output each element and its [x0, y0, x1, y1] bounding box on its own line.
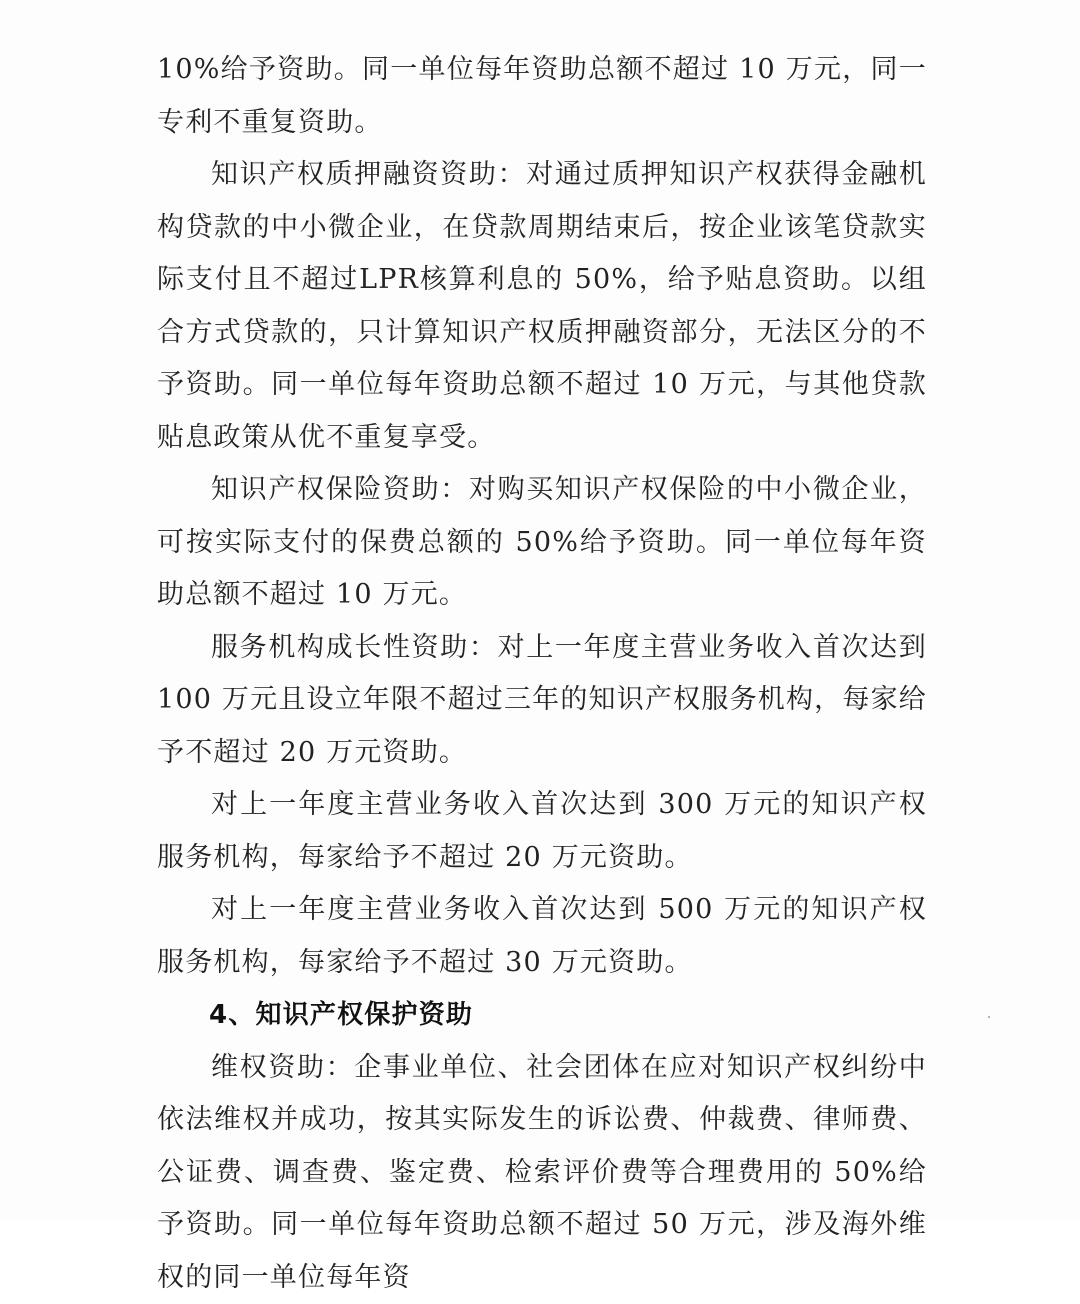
paragraph-text: 对上一年度主营业务收入首次达到 300 万元的知识产权服务机构，每家给予不超过 20 万元资助。 [157, 789, 927, 873]
paragraph-lead: 知识产权质押融资资助： [211, 159, 526, 190]
paragraph-patent-funding-continued [157, 44, 927, 149]
paragraph-lead: 服务机构成长性资助： [211, 632, 498, 663]
paragraph-lead: 维权资助： [211, 1052, 354, 1083]
section-heading: 4、知识产权保护资助 [157, 989, 927, 1042]
paragraph-text: 对上一年度主营业务收入首次达到 100 万元且设立年限不超过三年的知识产权服务机构，每家给予不超过 20 万元资助。 [157, 632, 927, 768]
paragraph-service-agency-growth [157, 622, 927, 780]
paragraph-text: 对上一年度主营业务收入首次达到 500 万元的知识产权服务机构，每家给予不超过 30 万元资助。 [157, 894, 927, 978]
paragraph-lead: 知识产权保险资助： [211, 474, 469, 505]
paragraph-rights-protection [157, 1042, 927, 1304]
document-body [157, 44, 927, 1304]
paragraph-text: 对购买知识产权保险的中小微企业，可按实际支付的保费总额的 50%给予资助。同一单位每年资助总额不超过 10 万元。 [157, 474, 927, 610]
paragraph-ip-insurance [157, 464, 927, 622]
paragraph-text: 10%给予资助。同一单位每年资助总额不超过 10 万元，同一专利不重复资助。 [157, 54, 927, 138]
paragraph-ip-pledge-financing [157, 149, 927, 464]
paragraph-text: 对通过质押知识产权获得金融机构贷款的中小微企业，在贷款周期结束后，按企业该笔贷款实际支付且不超过LPR核算利息的 50%，给予贴息资助。以组合方式贷款的，只计算知识产权质押融资部分，无法区分的不予资助。同一单位每年资助总额不超过 10 万元，与其他贷款贴息政策从优不重复享受。 [157, 159, 927, 453]
paragraph-text: 企事业单位、社会团体在应对知识产权纠纷中依法维权并成功，按其实际发生的诉讼费、仲裁费、律师费、公证费、调查费、鉴定费、检索评价费等合理费用的 50%给予资助。同一单位每年资助总额不超过 50 万元，涉及海外维权的同一单位每年资 [157, 1052, 927, 1293]
paragraph-service-agency-500 [157, 884, 927, 989]
paragraph-service-agency-300 [157, 779, 927, 884]
scan-speck [988, 1016, 990, 1018]
